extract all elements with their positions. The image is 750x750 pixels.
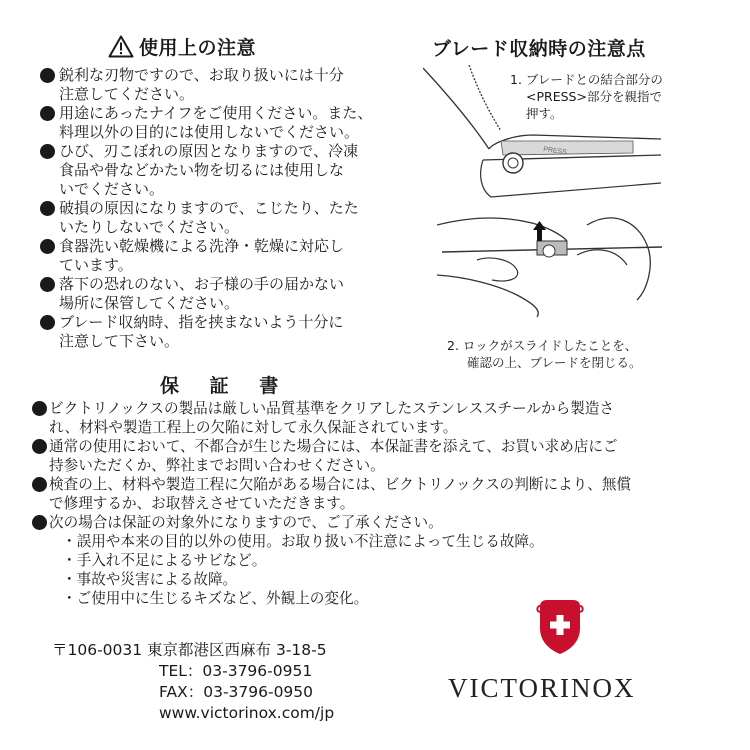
brand-name: VICTORINOX [448, 673, 636, 703]
caution-heading [108, 33, 256, 60]
bullet-icon [40, 315, 55, 330]
warranty-item-line: で修理するか、お取替えさせていただきます。 [49, 495, 355, 512]
caution-item-line: 注意してください。 [59, 85, 195, 103]
bullet-icon [32, 439, 47, 454]
bullet-icon [32, 401, 47, 416]
caution-item-line: ています。 [59, 256, 133, 274]
warranty-title: 保 証 書 [160, 375, 291, 397]
caution-item-line: 食器洗い乾燥機による洗浄・乾燥に対応し [59, 237, 345, 255]
caution-item [38, 313, 408, 351]
exclusion-item: ・事故や災害による故障。 [62, 571, 238, 588]
caution-item-line: 注意して下さい。 [59, 332, 180, 350]
bullet-icon [40, 239, 55, 254]
warranty-item-line: 通常の使用において、不都合が生じた場合には、本保証書を添えて、お買い求め店にご [49, 438, 618, 455]
blade-title: ブレード収納時の注意点 [432, 38, 646, 60]
fax-line: FAX：03-3796-0950 [159, 683, 314, 701]
bullet-icon [40, 144, 55, 159]
caution-item-line: 鋭利な刃物ですので、お取り扱いには十分 [59, 66, 344, 84]
bullet-icon [40, 106, 55, 121]
caution-item-line: ひび、刃こぼれの原因となりますので、冷凍 [59, 142, 359, 160]
caution-item [38, 104, 408, 142]
bullet-icon [40, 201, 55, 216]
caution-item-line: 落下の恐れのない、お子様の手の届かない [59, 275, 345, 293]
warranty-item [32, 475, 722, 513]
bullet-icon [40, 68, 55, 83]
website-link[interactable]: www.victorinox.com/jp [159, 704, 335, 722]
swiss-cross-shield-icon [536, 598, 584, 660]
exclusion-item: ・手入れ不足によるサビなど。 [62, 552, 267, 569]
caution-item-line: 食品や骨などかたい物を切るには使用しな [59, 161, 345, 179]
step2-text [447, 337, 642, 371]
caution-item [38, 275, 408, 313]
blade-illustration-2 [437, 205, 662, 330]
bullet-icon [32, 477, 47, 492]
caution-item [38, 142, 408, 199]
warranty-item [32, 399, 722, 437]
press-label: PRESS [542, 146, 568, 157]
address-line: 〒106-0031 東京都港区西麻布 3-18-5 [52, 641, 327, 659]
caution-item-line: いたりしないでください。 [59, 218, 240, 236]
warranty-item-line: ビクトリノックスの製品は厳しい品質基準をクリアしたステンレススチールから製造さ [49, 400, 614, 417]
caution-item-line: 用途にあったナイフをご使用ください。また、 [59, 104, 373, 122]
warranty-list [32, 399, 722, 608]
step2-line: 2. ロックがスライドしたことを、 [447, 338, 638, 353]
caution-item [38, 199, 408, 237]
caution-title: 使用上の注意 [139, 37, 257, 59]
warranty-item [32, 437, 722, 475]
warranty-item-line: 持参いただくか、弊社までお問い合わせください。 [49, 457, 385, 474]
caution-item-line: 料理以外の目的には使用しないでください。 [59, 123, 360, 141]
bullet-icon [40, 277, 55, 292]
warranty-item-line: れ、材料や製造工程上の欠陥に対して永久保証されています。 [49, 419, 458, 436]
warranty-item-line: 次の場合は保証の対象外になりますので、ご了承ください。 [49, 514, 443, 531]
warranty-item-line: 検査の上、材料や製造工程に欠陥がある場合には、ビクトリノックスの判断により、無償 [49, 476, 632, 493]
step1-line: <PRESS>部分を親指で [526, 89, 662, 104]
step1-text [510, 71, 663, 122]
caution-item [38, 66, 408, 104]
caution-item-line: 場所に保管してください。 [59, 294, 240, 312]
step1-line: 1. ブレードとの結合部分の [510, 72, 663, 87]
step1-line: 押す。 [526, 106, 563, 121]
exclusion-item: ・ご使用中に生じるキズなど、外観上の変化。 [62, 590, 369, 607]
caution-item-line: 破損の原因になりますので、こじたり、たた [59, 199, 359, 217]
exclusion-item: ・誤用や本来の目的以外の使用。お取り扱い不注意によって生じる故障。 [62, 533, 544, 550]
step2-line: 確認の上、ブレードを閉じる。 [467, 355, 642, 370]
caution-item-line: ブレード収納時、指を挟まないよう十分に [59, 313, 344, 331]
caution-list [38, 66, 408, 351]
warning-triangle-icon [108, 35, 134, 58]
tel-line: TEL：03-3796-0951 [159, 662, 313, 680]
warranty-item [32, 513, 722, 532]
caution-item-line: いでください。 [59, 180, 165, 198]
caution-item [38, 237, 408, 275]
bullet-icon [32, 515, 47, 530]
